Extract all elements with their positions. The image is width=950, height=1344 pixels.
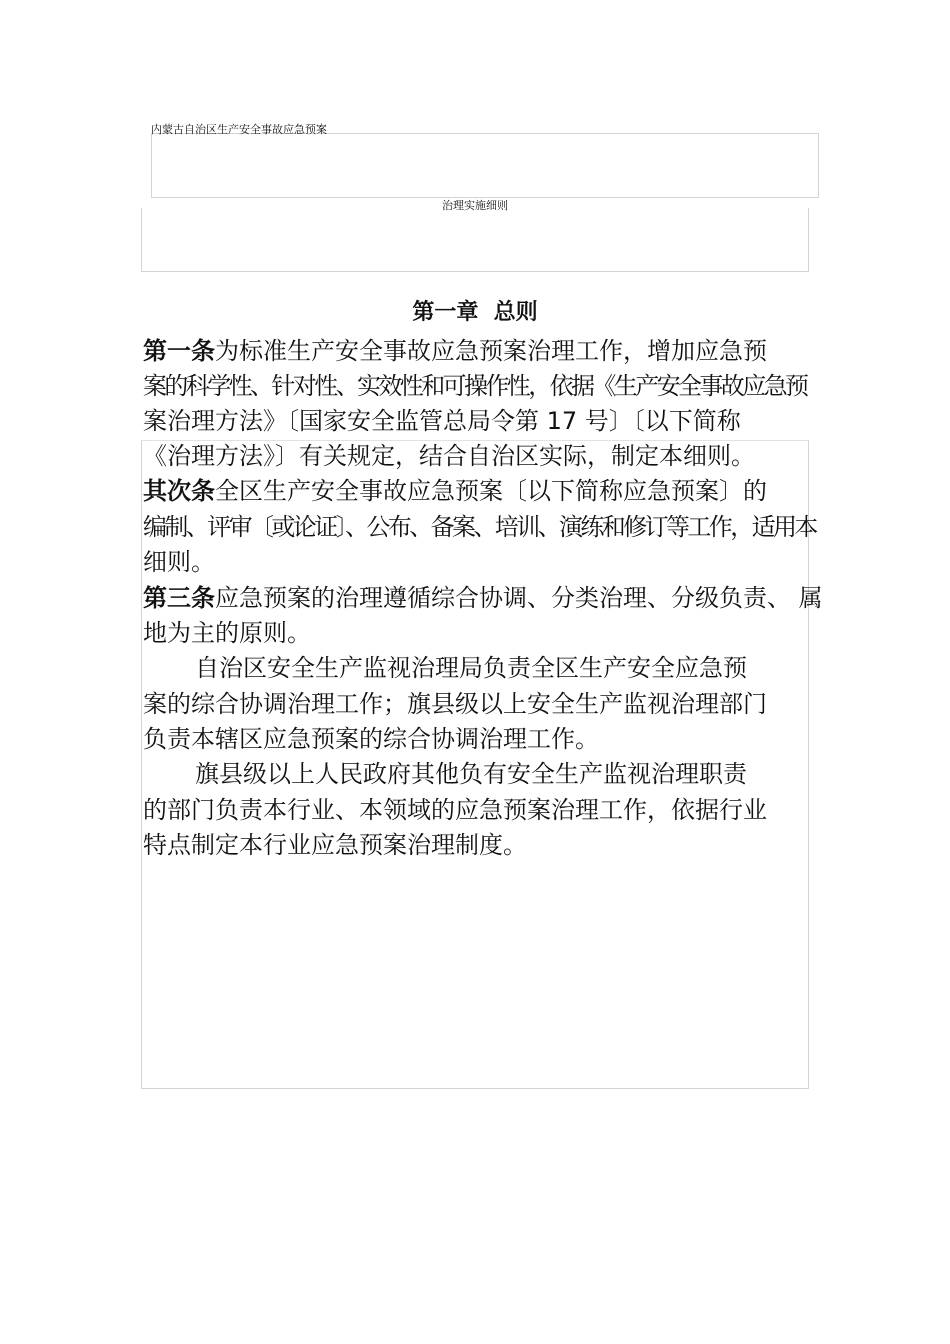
article-2-text: 全区生产安全事故应急预案〔以下简称应急预案〕的 (215, 477, 767, 505)
article-3-para-3-line-3: 特点制定本行业应急预案治理制度。 (143, 831, 527, 859)
article-1-text: 为标准生产安全事故应急预案治理工作，增加应急预 (215, 337, 767, 365)
document-subtitle: 治理实施细则 (442, 199, 508, 212)
article-2-line-3: 细则。 (143, 548, 215, 576)
document-title: 内蒙古自治区生产安全事故应急预案 (151, 123, 327, 136)
article-2-line-2: 编制、评审〔或论证〕、公布、备案、培训、演练和修订等工作，适用本 (143, 513, 816, 541)
article-1-line-1 (143, 335, 767, 367)
article-2-line-1 (143, 475, 767, 507)
article-3-para-2-line-1: 自治区安全生产监视治理局负责全区生产安全应急预 (195, 654, 747, 682)
chapter-title: 第一章 总则 (412, 300, 538, 325)
header-frame (151, 133, 819, 198)
article-3-para-2-line-2: 案的综合协调治理工作；旗县级以上安全生产监视治理部门 (143, 690, 767, 718)
article-1-line-2: 案的科学性、针对性、实效性和可操作性，依据《生产安全事故应急预 (143, 372, 807, 400)
article-3-para-3-line-2: 的部门负责本行业、本领域的应急预案治理工作，依据行业 (143, 796, 767, 824)
header-frame-lower (141, 208, 809, 272)
article-3-label: 第三条 (143, 584, 215, 612)
article-2-label: 其次条 (143, 477, 215, 505)
article-1-label: 第一条 (143, 337, 215, 365)
article-3-text: 应急预案的治理遵循综合协调、分类治理、分级负责、 属 (215, 584, 823, 612)
article-3-para-3-line-1: 旗县级以上人民政府其他负有安全生产监视治理职责 (195, 760, 747, 788)
article-3-line-1 (143, 582, 823, 614)
article-3-para-2-line-3: 负责本辖区应急预案的综合协调治理工作。 (143, 725, 599, 753)
article-3-line-2: 地为主的原则。 (143, 619, 311, 647)
article-1-line-3: 案治理方法》〔国家安全监管总局令第 17 号〕〔以下简称 (143, 407, 741, 435)
article-1-line-4: 《治理方法》〕有关规定，结合自治区实际，制定本细则。 (143, 442, 755, 470)
